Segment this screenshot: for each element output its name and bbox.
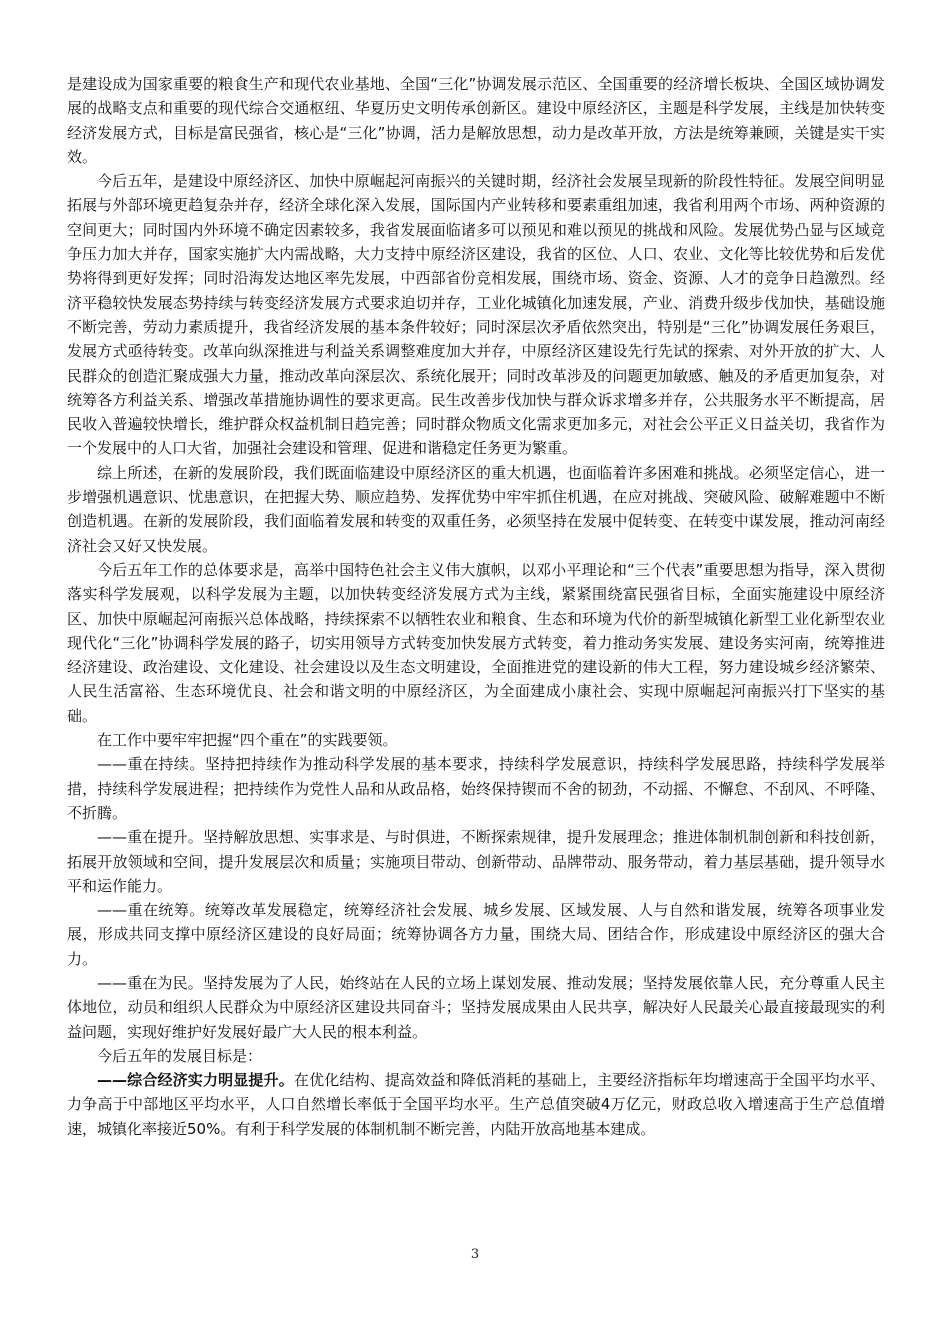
paragraph-emphasis-continuity: ——重在持续。坚持把持续作为推动科学发展的基本要求，持续科学发展意识，持续科学发展思路，持续科学发展举措，持续科学发展进程；把持续作为党性人品和从政品格，始终保持锲而不舍的韧劲，不动摇、不懈怠、不刮风、不呼隆、不折腾。 xyxy=(67,755,885,822)
paragraph-goals-intro: 今后五年的发展目标是： xyxy=(97,1046,263,1065)
document-body xyxy=(67,72,885,1141)
page-number: 3 xyxy=(470,1247,480,1262)
paragraph-emphasis-coordination: ——重在统筹。统筹改革发展稳定，统筹经济社会发展、城乡发展、区域发展、人与自然和谐发展，统筹各项事业发展，形成共同支撑中原经济区建设的良好局面；统筹协调各方力量，围绕大局、团结合作，形成建设中原经济区的强大合力。 xyxy=(67,901,885,968)
paragraph-next-five-years: 今后五年，是建设中原经济区、加快中原崛起河南振兴的关键时期，经济社会发展呈现新的阶段性特征。发展空间明显拓展与外部环境更趋复杂并存，经济全球化深入发展，国际国内产业转移和要素重组加速，我省利用两个市场、两种资源的空间更大；同时国内外环境不确定因素较多，我省发展面临诸多可以预见和难以预见的挑战和风险。发展优势凸显与区域竞争压力加大并存，国家实施扩大内需战略，大力支持中原经济区建设，我省的区位、人口、农业、文化等比较优势和后发优势将得到更好发挥；同时沿海发达地区率先发展，中西部省份竞相发展，围绕市场、资金、资源、人才的竞争日趋激烈。经济平稳较快发展态势持续与转变经济发展方式要求迫切并存，工业化城镇化加速发展，产业、消费升级步伐加快，基础设施不断完善，劳动力素质提升，我省经济发展的基本条件较好；同时深层次矛盾依然突出，特别是“三化”协调发展任务艰巨，发展方式亟待转变。改革向纵深推进与利益关系调整难度加大并存，中原经济区建设先行先试的探索、对外开放的扩大、人民群众的创造汇聚成强大力量，推动改革向深层次、系统化展开；同时改革涉及的问题更加敏感、触及的矛盾更加复杂，对统筹各方利益关系、增强改革措施协调性的要求更高。民生改善步伐加快与群众诉求增多并存，公共服务水平不断提高，居民收入普遍较快增长，维护群众权益机制日趋完善；同时群众物质文化需求更加多元，对社会公平正义日益关切，我省作为一个发展中的人口大省，加强社会建设和管理、促进和谐稳定任务更为繁重。 xyxy=(67,172,885,458)
paragraph-emphasis-improvement: ——重在提升。坚持解放思想、实事求是、与时俱进，不断探索规律，提升发展理念；推进体制机制创新和科技创新，拓展开放领域和空间，提升发展层次和质量；实施项目带动、创新带动、品牌带动、服务带动，着力基层基础，提升领导水平和运作能力。 xyxy=(67,828,885,895)
goal-lead-bold: ——综合经济实力明显提升。 xyxy=(97,1071,294,1090)
paragraph-emphasis-people: ——重在为民。坚持发展为了人民，始终站在人民的立场上谋划发展、推动发展；坚持发展依靠人民，充分尊重人民主体地位，动员和组织人民群众为中原经济区建设共同奋斗；坚持发展成果由人民共享，解决好人民最关心最直接最现实的利益问题，实现好维护好发展好最广大人民的根本利益。 xyxy=(67,973,885,1041)
paragraph-four-emphases-intro: 在工作中要牢牢把握“四个重在”的实践要领。 xyxy=(97,731,398,750)
paragraph-summary: 综上所述，在新的发展阶段，我们既面临建设中原经济区的重大机遇，也面临着许多困难和挑战。必须坚定信心，进一步增强机遇意识、忧患意识，在把握大势、顺应趋势、发挥优势中牢牢抓住机遇，在应对挑战、突破风险、破解难题中不断创造机遇。在新的发展阶段，我们面临着发展和转变的双重任务，必须坚持在发展中促转变、在转变中谋发展，推动河南经济社会又好又快发展。 xyxy=(67,463,885,555)
goal-body-text: 在优化结构、提高效益和降低消耗的基础上，主要经济指标年均增速高于全国平均水平、力争高于中部地区平均水平，人口自然增长率低于全国平均水平。生产总值突破4万亿元，财政总收入增速高于生产总值增速，城镇化率接近50%。有利于科学发展的体制机制不断完善，内陆开放高地基本建成。 xyxy=(67,1071,885,1138)
paragraph-general-requirements: 今后五年工作的总体要求是，高举中国特色社会主义伟大旗帜，以邓小平理论和“三个代表”重要思想为指导，深入贯彻落实科学发展观，以科学发展为主题，以加快转变经济发展方式为主线，紧紧围绕富民强省目标，全面实施建设中原经济区、加快中原崛起河南振兴总体战略，持续探索不以牺牲农业和粮食、生态和环境为代价的新型城镇化新型工业化新型农业现代化“三化”协调科学发展的路子，切实用领导方式转变加快发展方式转变，着力推动务实发展、建设务实河南，统筹推进经济建设、政治建设、文化建设、社会建设以及生态文明建设，全面推进党的建设新的伟大工程，努力建设城乡经济繁荣、人民生活富裕、生态环境优良、社会和谐文明的中原经济区，为全面建成小康社会、实现中原崛起河南振兴打下坚实的基础。 xyxy=(67,560,885,725)
paragraph-goal-economic-strength xyxy=(67,1068,885,1141)
paragraph-continuation: 是建设成为国家重要的粮食生产和现代农业基地、全国“三化”协调发展示范区、全国重要的经济增长板块、全国区域协调发展的战略支点和重要的现代综合交通枢纽、华夏历史文明传承创新区。建设中原经济区，主题是科学发展，主线是加快转变经济发展方式，目标是富民强省，核心是“三化”协调，活力是解放思想，动力是改革开放，方法是统筹兼顾，关键是实干实效。 xyxy=(67,75,885,166)
